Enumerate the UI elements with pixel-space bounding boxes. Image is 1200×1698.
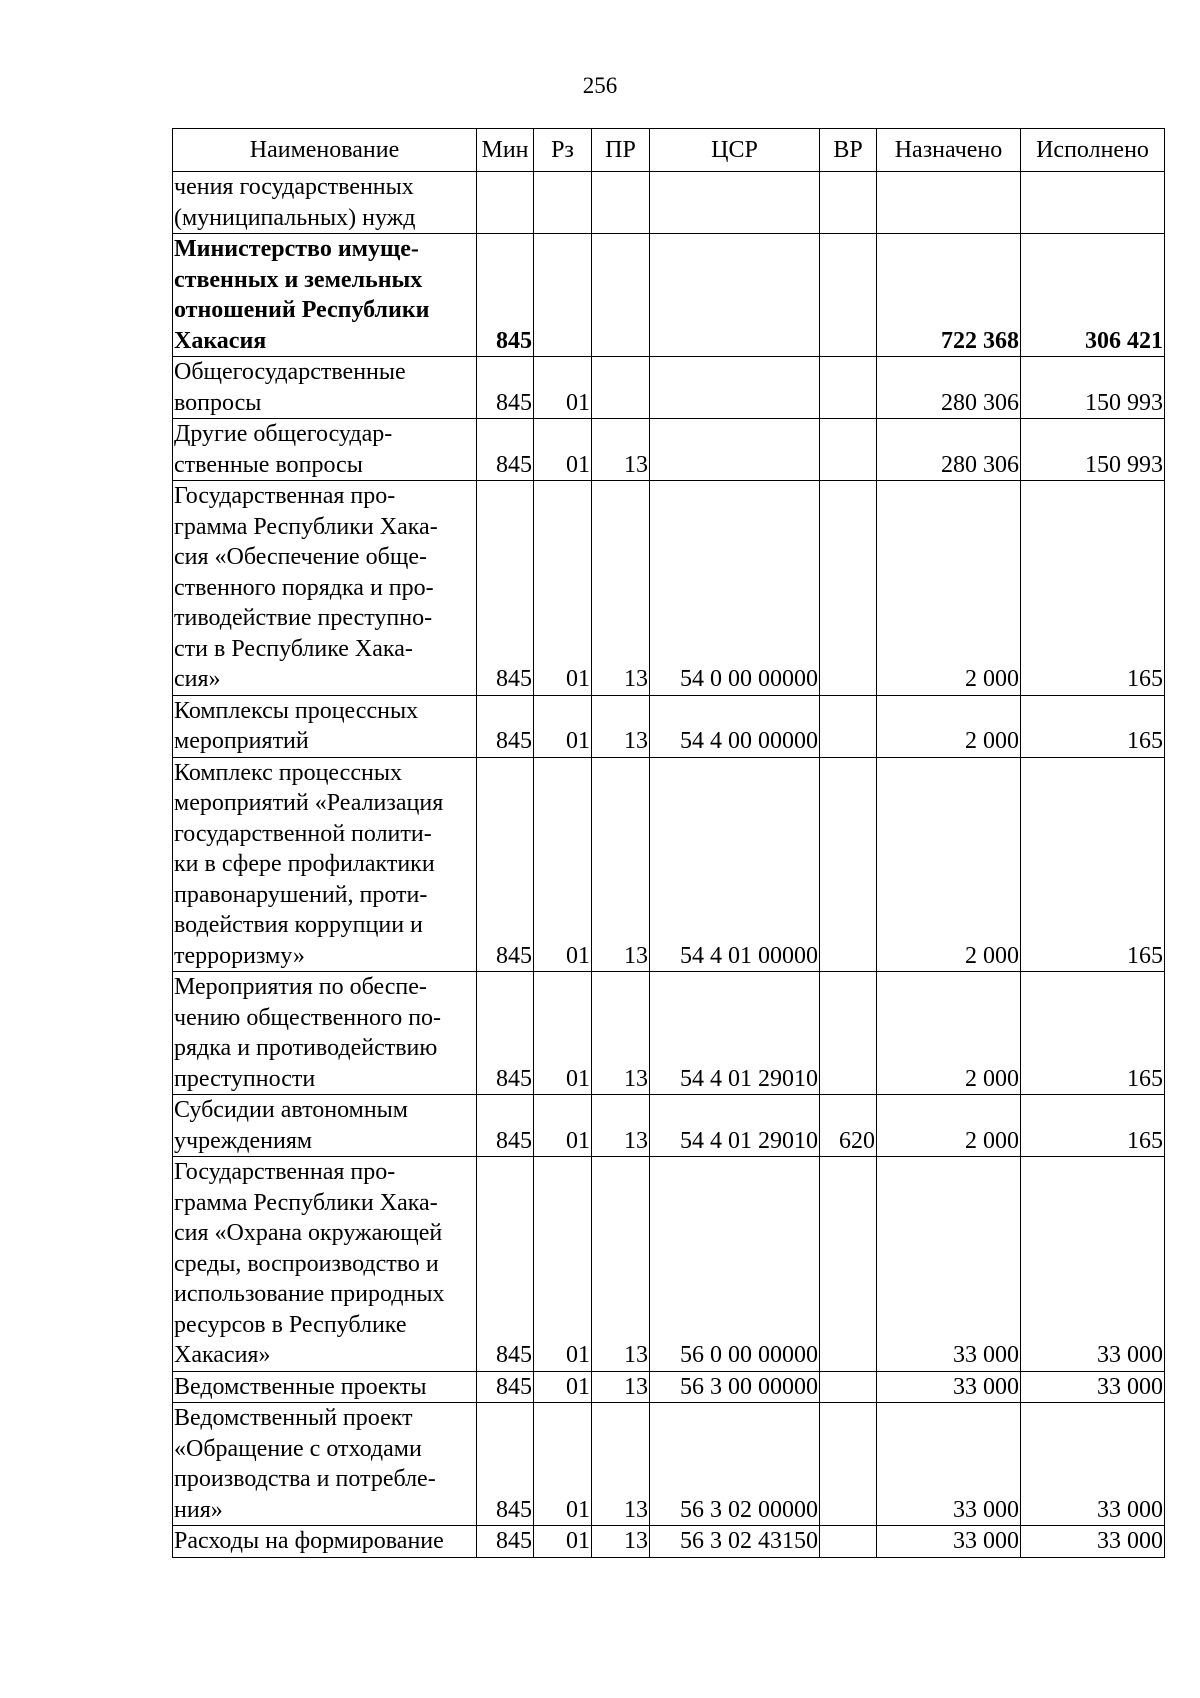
table-row bbox=[173, 357, 1165, 419]
cell-rz: 01 bbox=[534, 1526, 592, 1558]
table-row bbox=[173, 172, 1165, 234]
cell-executed bbox=[1021, 172, 1165, 234]
cell-pr bbox=[592, 234, 650, 357]
cell-vr bbox=[820, 481, 877, 696]
cell-rz: 01 bbox=[534, 1403, 592, 1526]
cell-csr: 56 3 00 00000 bbox=[650, 1371, 820, 1403]
cell-rz bbox=[534, 172, 592, 234]
cell-csr bbox=[650, 419, 820, 481]
cell-executed: 150 993 bbox=[1021, 357, 1165, 419]
cell-csr: 56 0 00 00000 bbox=[650, 1157, 820, 1372]
cell-min: 845 bbox=[477, 757, 534, 972]
cell-name: Министерство имуще- ственных и земельных отношений Республики Хакасия bbox=[173, 234, 477, 357]
cell-min: 845 bbox=[477, 695, 534, 757]
cell-pr: 13 bbox=[592, 1526, 650, 1558]
cell-assigned: 33 000 bbox=[877, 1371, 1021, 1403]
cell-executed: 306 421 bbox=[1021, 234, 1165, 357]
cell-rz: 01 bbox=[534, 419, 592, 481]
cell-name: Ведомственный проект «Обращение с отходами производства и потребле- ния» bbox=[173, 1403, 477, 1526]
cell-name: Общегосударственные вопросы bbox=[173, 357, 477, 419]
cell-rz: 01 bbox=[534, 1371, 592, 1403]
cell-assigned: 2 000 bbox=[877, 972, 1021, 1095]
header-csr: ЦСР bbox=[650, 129, 820, 172]
cell-min: 845 bbox=[477, 481, 534, 696]
cell-name: Субсидии автономным учреждениям bbox=[173, 1095, 477, 1157]
cell-executed: 165 bbox=[1021, 972, 1165, 1095]
cell-csr: 54 4 01 29010 bbox=[650, 972, 820, 1095]
cell-executed: 150 993 bbox=[1021, 419, 1165, 481]
header-vr: ВР bbox=[820, 129, 877, 172]
cell-csr: 54 4 01 00000 bbox=[650, 757, 820, 972]
cell-assigned: 2 000 bbox=[877, 1095, 1021, 1157]
cell-vr bbox=[820, 1157, 877, 1372]
cell-name: чения государственных (муниципальных) нужд bbox=[173, 172, 477, 234]
cell-min bbox=[477, 172, 534, 234]
cell-assigned: 2 000 bbox=[877, 695, 1021, 757]
header-pr: ПР bbox=[592, 129, 650, 172]
cell-vr bbox=[820, 1371, 877, 1403]
cell-executed: 33 000 bbox=[1021, 1371, 1165, 1403]
cell-executed: 165 bbox=[1021, 695, 1165, 757]
cell-vr bbox=[820, 972, 877, 1095]
cell-min: 845 bbox=[477, 1526, 534, 1558]
cell-vr bbox=[820, 1403, 877, 1526]
cell-csr bbox=[650, 172, 820, 234]
cell-pr: 13 bbox=[592, 695, 650, 757]
cell-vr bbox=[820, 172, 877, 234]
header-name: Наименование bbox=[173, 129, 477, 172]
cell-assigned: 33 000 bbox=[877, 1403, 1021, 1526]
cell-executed: 33 000 bbox=[1021, 1526, 1165, 1558]
table-row bbox=[173, 1157, 1165, 1372]
cell-assigned: 722 368 bbox=[877, 234, 1021, 357]
cell-executed: 165 bbox=[1021, 481, 1165, 696]
cell-pr: 13 bbox=[592, 481, 650, 696]
cell-min: 845 bbox=[477, 1403, 534, 1526]
cell-assigned: 280 306 bbox=[877, 357, 1021, 419]
cell-assigned: 2 000 bbox=[877, 757, 1021, 972]
cell-assigned: 33 000 bbox=[877, 1157, 1021, 1372]
cell-rz: 01 bbox=[534, 972, 592, 1095]
cell-vr: 620 bbox=[820, 1095, 877, 1157]
cell-pr bbox=[592, 172, 650, 234]
table-row bbox=[173, 1371, 1165, 1403]
cell-csr bbox=[650, 357, 820, 419]
cell-assigned: 33 000 bbox=[877, 1526, 1021, 1558]
table-row bbox=[173, 234, 1165, 357]
cell-vr bbox=[820, 234, 877, 357]
cell-pr: 13 bbox=[592, 1095, 650, 1157]
cell-vr bbox=[820, 695, 877, 757]
cell-assigned: 280 306 bbox=[877, 419, 1021, 481]
cell-pr: 13 bbox=[592, 1403, 650, 1526]
cell-vr bbox=[820, 1526, 877, 1558]
cell-executed: 165 bbox=[1021, 1095, 1165, 1157]
cell-name: Комплекс процессных мероприятий «Реализация государственной полити- ки в сфере профилактики правонарушений, проти- водействия коррупции и терроризму» bbox=[173, 757, 477, 972]
cell-pr: 13 bbox=[592, 757, 650, 972]
header-rz: Рз bbox=[534, 129, 592, 172]
cell-vr bbox=[820, 757, 877, 972]
cell-name: Расходы на формирование bbox=[173, 1526, 477, 1558]
cell-csr: 56 3 02 43150 bbox=[650, 1526, 820, 1558]
table-row bbox=[173, 757, 1165, 972]
cell-vr bbox=[820, 419, 877, 481]
header-row bbox=[173, 129, 1165, 172]
cell-pr: 13 bbox=[592, 1371, 650, 1403]
cell-vr bbox=[820, 357, 877, 419]
table-body bbox=[173, 172, 1165, 1558]
cell-min: 845 bbox=[477, 972, 534, 1095]
cell-min: 845 bbox=[477, 234, 534, 357]
cell-executed: 33 000 bbox=[1021, 1403, 1165, 1526]
cell-csr: 56 3 02 00000 bbox=[650, 1403, 820, 1526]
cell-rz: 01 bbox=[534, 695, 592, 757]
table-row bbox=[173, 695, 1165, 757]
cell-executed: 165 bbox=[1021, 757, 1165, 972]
cell-name: Государственная про- грамма Республики Хака- сия «Обеспечение обще- ственного порядка и про- тиводействие преступно- сти в Республике Хака- сия» bbox=[173, 481, 477, 696]
cell-rz: 01 bbox=[534, 757, 592, 972]
cell-pr bbox=[592, 357, 650, 419]
cell-csr: 54 4 01 29010 bbox=[650, 1095, 820, 1157]
table-row bbox=[173, 972, 1165, 1095]
cell-csr bbox=[650, 234, 820, 357]
cell-name: Государственная про- грамма Республики Хака- сия «Охрана окружающей среды, воспроизводство и использование природных ресурсов в Республике Хакасия» bbox=[173, 1157, 477, 1372]
table-row bbox=[173, 1095, 1165, 1157]
cell-min: 845 bbox=[477, 1157, 534, 1372]
cell-name: Мероприятия по обеспе- чению общественного по- рядка и противодействию преступности bbox=[173, 972, 477, 1095]
table-row bbox=[173, 481, 1165, 696]
table-row bbox=[173, 1526, 1165, 1558]
cell-name: Другие общегосудар- ственные вопросы bbox=[173, 419, 477, 481]
cell-pr: 13 bbox=[592, 419, 650, 481]
cell-min: 845 bbox=[477, 419, 534, 481]
cell-executed: 33 000 bbox=[1021, 1157, 1165, 1372]
cell-min: 845 bbox=[477, 1371, 534, 1403]
header-min: Мин bbox=[477, 129, 534, 172]
table-row bbox=[173, 1403, 1165, 1526]
cell-assigned: 2 000 bbox=[877, 481, 1021, 696]
cell-min: 845 bbox=[477, 1095, 534, 1157]
cell-rz: 01 bbox=[534, 1095, 592, 1157]
cell-assigned bbox=[877, 172, 1021, 234]
page-number: 256 bbox=[582, 73, 618, 98]
cell-rz: 01 bbox=[534, 357, 592, 419]
header-assigned: Назначено bbox=[877, 129, 1021, 172]
cell-name: Ведомственные проекты bbox=[173, 1371, 477, 1403]
cell-csr: 54 0 00 00000 bbox=[650, 481, 820, 696]
cell-min: 845 bbox=[477, 357, 534, 419]
cell-pr: 13 bbox=[592, 972, 650, 1095]
table-row bbox=[173, 419, 1165, 481]
cell-rz: 01 bbox=[534, 481, 592, 696]
cell-rz bbox=[534, 234, 592, 357]
budget-table bbox=[172, 128, 1165, 1558]
header-executed: Исполнено bbox=[1021, 129, 1165, 172]
cell-csr: 54 4 00 00000 bbox=[650, 695, 820, 757]
cell-name: Комплексы процессных мероприятий bbox=[173, 695, 477, 757]
cell-rz: 01 bbox=[534, 1157, 592, 1372]
cell-pr: 13 bbox=[592, 1157, 650, 1372]
